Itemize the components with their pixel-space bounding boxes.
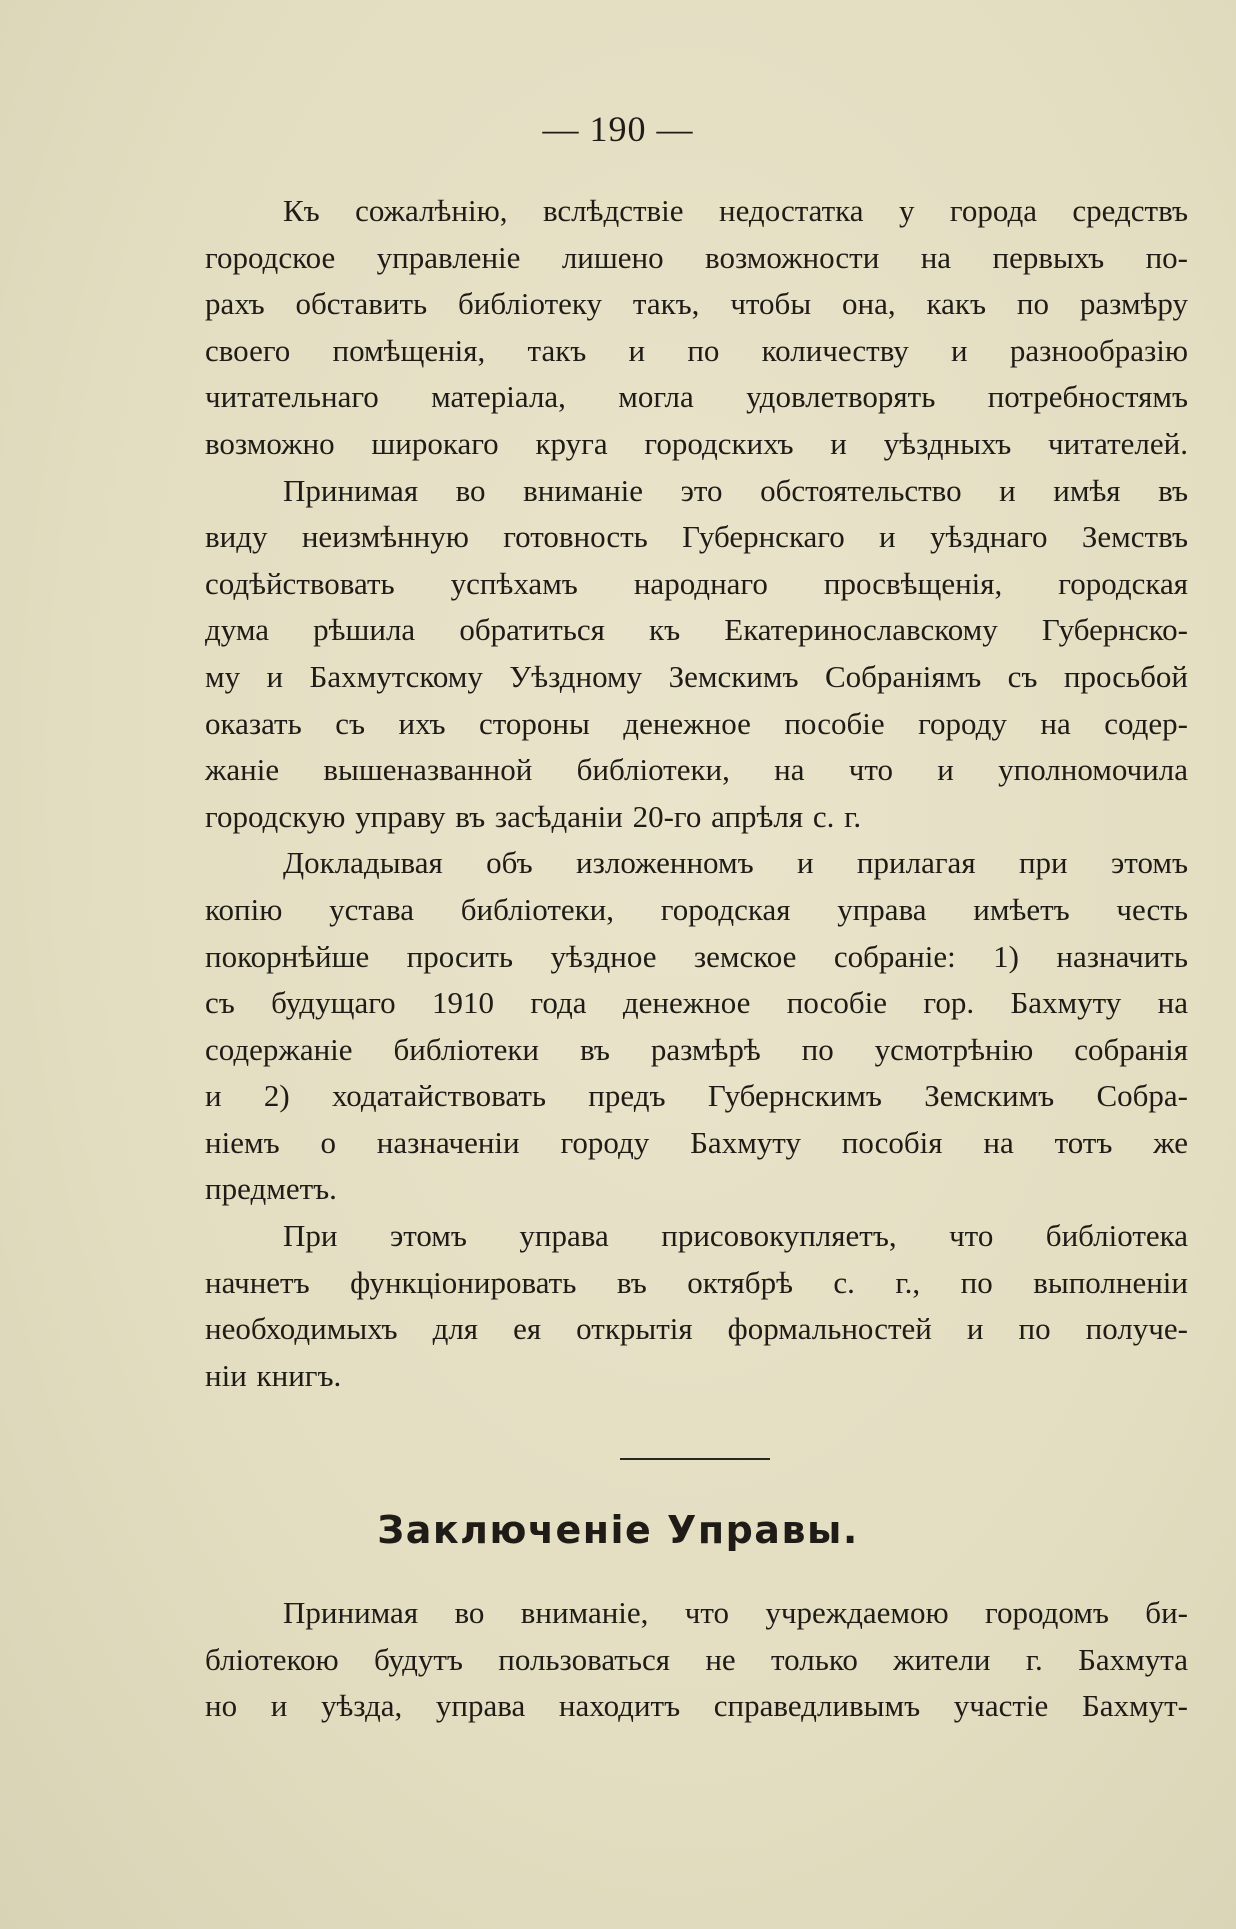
text-line: виду неизмѣнную готовность Губернскаго и уѣзднаго Земствъ <box>205 519 1188 555</box>
text-line: читательнаго матеріала, могла удовлетворять потребностямъ <box>205 379 1188 415</box>
paragraph-3 <box>205 840 1188 1213</box>
text-line: жаніе вышеназванной библіотеки, на что и уполномочила <box>205 752 1188 788</box>
text-line: оказать съ ихъ стороны денежное пособіе городу на содер- <box>205 705 1188 741</box>
text-line: начнетъ функціонировать въ октябрѣ с. г., по выполненіи <box>205 1264 1188 1300</box>
paragraph-1 <box>205 188 1188 468</box>
closing-paragraph <box>205 1590 1188 1730</box>
text-line: ніемъ о назначеніи городу Бахмуту пособія на тотъ же <box>205 1124 1188 1160</box>
text-line: содѣйствовать успѣхамъ народнаго просвѣщенія, городская <box>205 565 1188 601</box>
text-line: Къ сожалѣнію, вслѣдствіе недостатка у города средствъ <box>283 193 1188 228</box>
text-line: и 2) ходатайствовать предъ Губернскимъ Земскимъ Собра- <box>205 1078 1188 1114</box>
paragraph-4 <box>205 1213 1188 1399</box>
body-text <box>205 188 1188 1399</box>
text-line: дума рѣшила обратиться къ Екатеринославскому Губернско- <box>205 612 1188 648</box>
text-line: му и Бахмутскому Уѣздному Земскимъ Собраніямъ съ просьбой <box>205 658 1188 694</box>
section-title: Заключеніе Управы. <box>377 1508 859 1552</box>
text-line: возможно широкаго круга городскихъ и уѣздныхъ читателей. <box>205 425 1188 461</box>
text-line: ніи книгъ. <box>205 1357 342 1393</box>
text-line: содержаніе библіотеки въ размѣрѣ по усмотрѣнію собранія <box>205 1031 1188 1067</box>
text-line: съ будущаго 1910 года денежное пособіе гор. Бахмуту на <box>205 985 1188 1021</box>
text-line: предметъ. <box>205 1171 337 1207</box>
text-line: Докладывая объ изложенномъ и прилагая при этомъ <box>283 845 1188 881</box>
text-line: но и уѣзда, управа находитъ справедливымъ участіе Бахмут- <box>205 1688 1188 1724</box>
text-line: городскую управу въ засѣданіи 20-го апрѣля с. г. <box>205 798 862 834</box>
page-number: — 190 — <box>542 109 694 149</box>
text-line: покорнѣйше просить уѣздное земское собраніе: 1) назначить <box>205 938 1188 974</box>
text-line: своего помѣщенія, такъ и по количеству и разнообразію <box>205 332 1188 368</box>
text-line: бліотекою будутъ пользоваться не только жители г. Бахмута <box>205 1641 1188 1677</box>
paragraph-2 <box>205 468 1188 841</box>
text-line: необходимыхъ для ея открытія формальностей и по получе- <box>205 1311 1188 1347</box>
text-line: городское управленіе лишено возможности на первыхъ по- <box>205 239 1188 275</box>
section-divider <box>620 1458 770 1460</box>
text-line: При этомъ управа присовокупляетъ, что библіотека <box>283 1218 1188 1254</box>
text-line: Принимая во вниманіе, что учреждаемою городомъ би- <box>283 1595 1188 1630</box>
text-line: копію устава библіотеки, городская управа имѣетъ честь <box>205 891 1188 927</box>
text-line: Принимая во вниманіе это обстоятельство и имѣя въ <box>283 472 1188 508</box>
text-line: рахъ обставить библіотеку такъ, чтобы она, какъ по размѣру <box>205 286 1188 322</box>
